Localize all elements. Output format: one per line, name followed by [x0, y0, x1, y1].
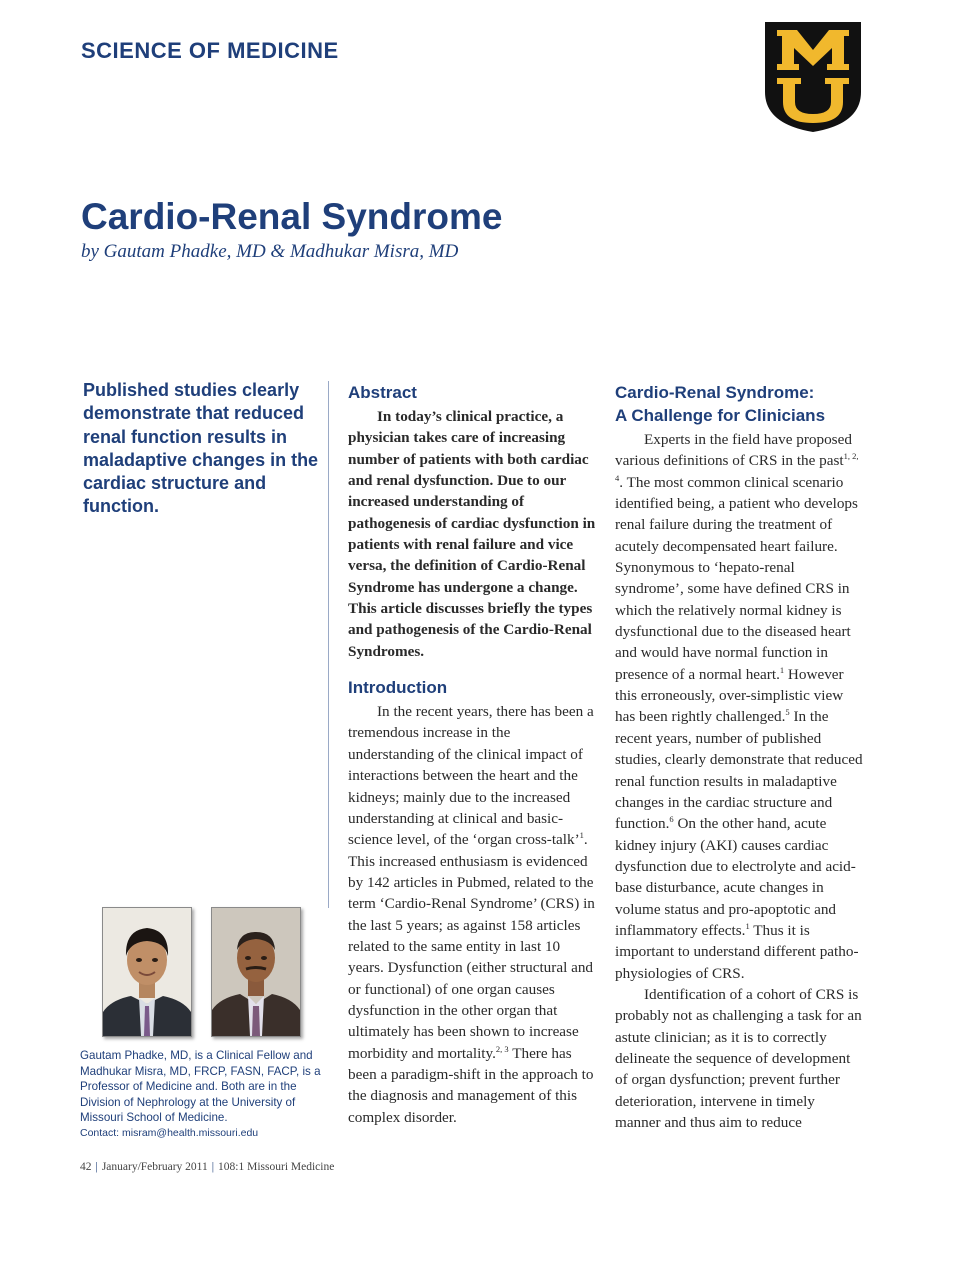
section-label: SCIENCE OF MEDICINE — [81, 38, 339, 63]
author-contact: Contact: misram@health.missouri.edu — [80, 1126, 259, 1139]
footer-separator: | — [211, 1161, 215, 1173]
column-divider — [328, 381, 329, 908]
mu-logo — [763, 20, 863, 134]
article-byline: by Gautam Phadke, MD & Madhukar Misra, MD — [81, 241, 459, 262]
citation: 2, 3 — [495, 1043, 509, 1054]
citation: 1 — [579, 830, 584, 841]
footer-separator: | — [95, 1161, 98, 1173]
citation: 1 — [779, 664, 785, 675]
challenge-heading — [615, 381, 863, 427]
intro-text-3: There has been a paradigm-shift in the approach to the diagnosis and management of this complex disorder. — [348, 1044, 594, 1126]
citation: 1 — [745, 920, 750, 931]
introduction-heading: Introduction — [348, 678, 448, 698]
introduction-paragraph — [348, 701, 596, 1128]
challenge-paragraph-1 — [615, 429, 863, 984]
challenge-text: Thus it is important to understand different patho-physiologies of CRS. — [615, 921, 859, 982]
challenge-heading-line-1: Cardio-Renal Syndrome: — [615, 383, 815, 402]
citation: 1, 2, 4 — [615, 451, 859, 483]
pull-quote: Published studies clearly demonstrate that reduced renal function results in maladaptive changes in the cardiac structure and function. — [83, 380, 319, 517]
challenge-text: . The most common clinical scenario identified being, a patient who develops renal failure during the treatment of acutely decompensated heart failure. Synonymous to ‘hepato-renal syndrome’, some have defined CRS in which the relatively normal kidney is dysfunctional due to the diseased heart and would have normal function in presence of a normal heart. — [615, 473, 858, 683]
column-middle — [348, 381, 596, 1128]
column-right — [615, 381, 863, 1133]
challenge-heading-line-2: A Challenge for Clinicians — [615, 406, 826, 425]
author-photo-phadke — [102, 907, 192, 1037]
intro-text-1: In the recent years, there has been a tremendous increase in the understanding of the clinical impact of interactions between the heart and the kidneys; mainly due to the increased understanding at clinical and basic-science level, of the ‘organ cross-talk’ — [348, 703, 594, 849]
page-footer — [80, 1161, 334, 1173]
challenge-text: On the other hand, acute kidney injury (AKI) causes cardiac dysfunction due to electrolyte and acid-base disturbance, acute changes in volume status and pro-apoptotic and inflammatory effects. — [615, 815, 856, 939]
article-title: Cardio-Renal Syndrome — [81, 196, 503, 237]
citation: 5 — [785, 707, 790, 718]
author-photo-misra — [211, 907, 301, 1037]
citation: 6 — [669, 814, 674, 825]
journal-name: 108:1 Missouri Medicine — [218, 1161, 335, 1173]
challenge-text: In the recent years, number of published studies, clearly demonstrate that reduced renal function results in maladaptive changes in the cardiac structure and function. — [615, 708, 863, 833]
author-info — [80, 1048, 330, 1142]
challenge-text: Experts in the field have proposed various definitions of CRS in the past — [615, 431, 852, 470]
challenge-paragraph-2: Identification of a cohort of CRS is probably not as challenging a task for an astute clinician; as it is to correctly delineate the sequence of development of organ dysfunction; prevent further deterioration, intervene in timely manner and thus aim to reduce — [615, 985, 862, 1131]
intro-text-2: . This increased enthusiasm is evidenced by 142 articles in Pubmed, related to the term ‘Cardio-Renal Syndrome’ (CRS) in the last 5 years; as against 158 articles related to the same entity in last 10 years. Dysfunction (either structural and or functional) of one organ causes dysfunction in the other organ that ultimately has been shown to increase morbidity and mortality. — [348, 831, 595, 1062]
page-number: 42 — [80, 1161, 92, 1173]
abstract-text: In today’s clinical practice, a physician takes care of increasing number of patients with both cardiac and renal dysfunction. Due to our increased understanding of pathogenesis of cardiac dysfunction in patients with renal failure and vice versa, the definition of Cardio-Renal Syndrome has undergone a change. This article discusses briefly the types and pathogenesis of the Cardio-Renal Syndromes. — [348, 408, 596, 660]
abstract-heading: Abstract — [348, 383, 417, 402]
author-bio: Gautam Phadke, MD, is a Clinical Fellow and Madhukar Misra, MD, FRCP, FASN, FACP, is a Professor of Medicine and. Both are in the Division of Nephrology at the University of Missouri School of Medicine. — [80, 1049, 321, 1125]
issue-date: January/February 2011 — [101, 1161, 208, 1173]
challenge-text: However this erroneously, over-simplistic view has been rightly challenged. — [615, 665, 844, 726]
